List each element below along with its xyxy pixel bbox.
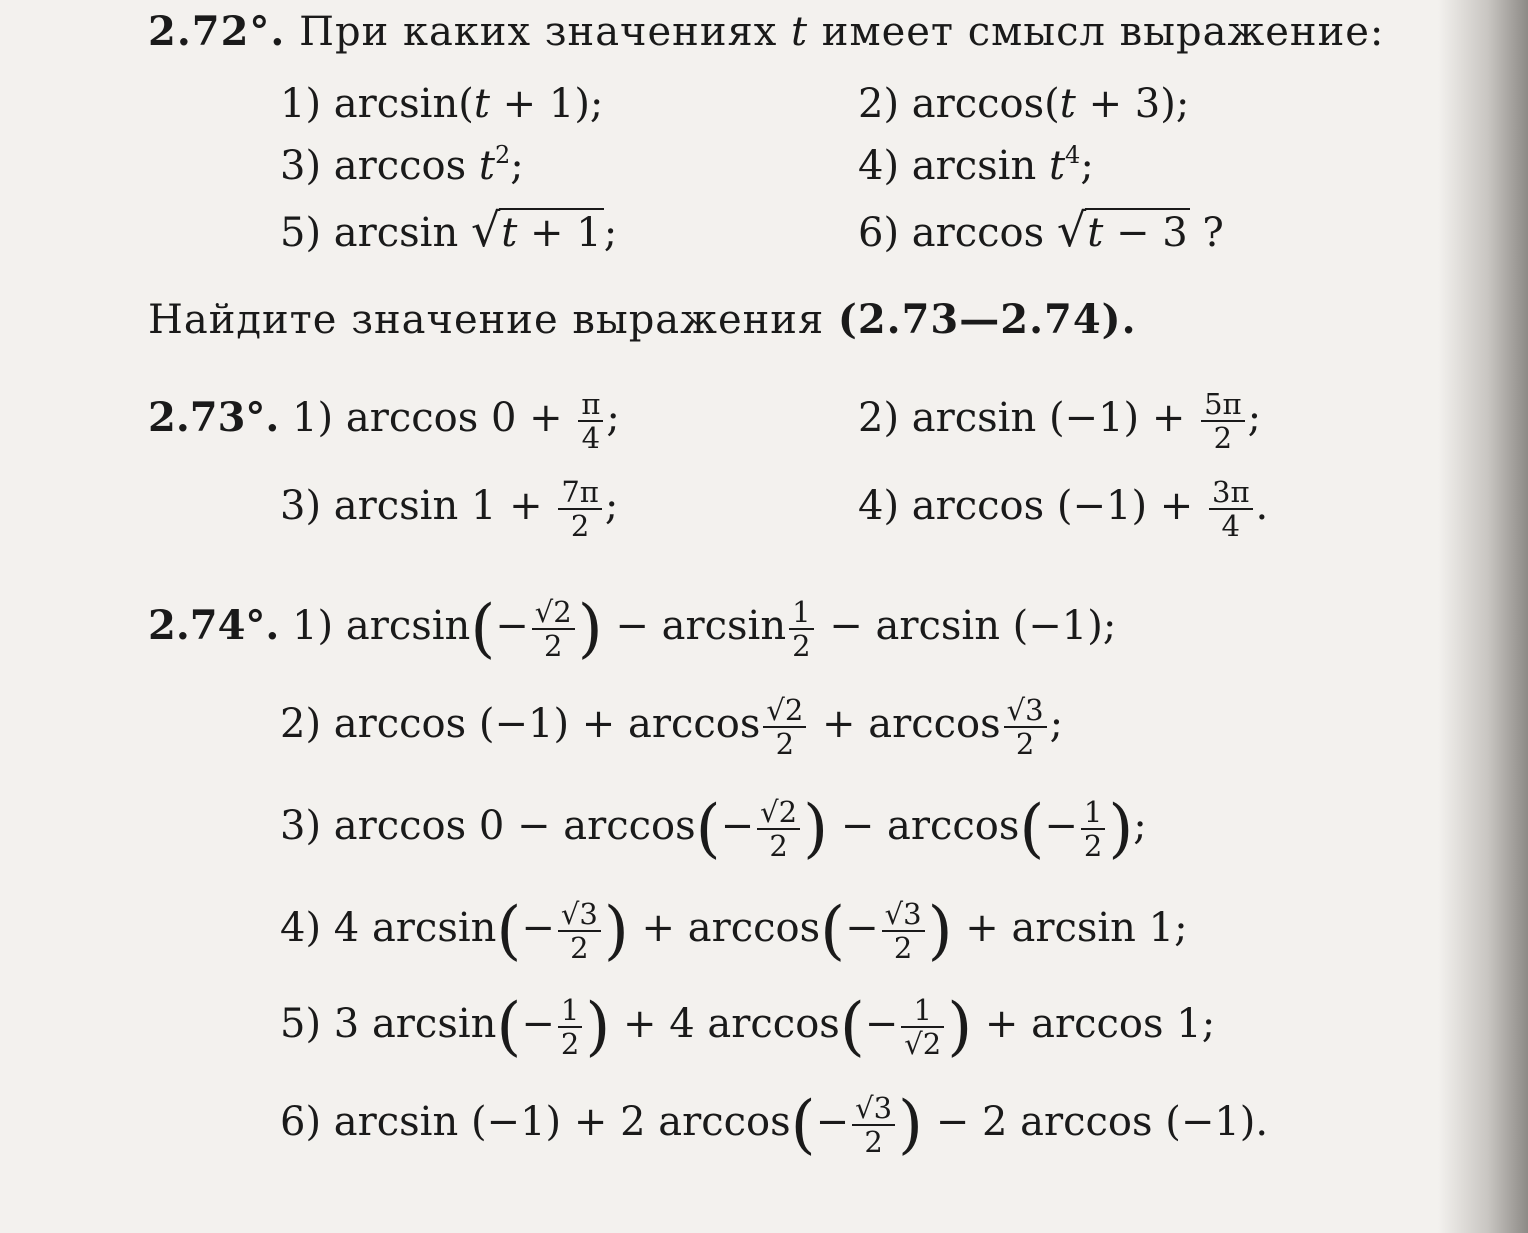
minus-sign: − [864, 1001, 899, 1047]
expression: + arccos [822, 701, 1001, 747]
item-number: 1) [292, 603, 334, 649]
left-paren: ( [496, 990, 522, 1064]
item-2-74-2 [280, 694, 1063, 760]
sqrt-expression [470, 203, 604, 257]
item-2-74-6 [280, 1088, 1269, 1162]
item-number: 2) [280, 701, 322, 747]
item-number: 3) [280, 143, 322, 189]
item-number: 3) [280, 803, 322, 849]
function-name: arcsin [333, 210, 459, 256]
expression: − 2 arccos (−1). [935, 1099, 1269, 1145]
numerator: 1 [1081, 796, 1105, 830]
right-paren: ) [577, 592, 603, 666]
expression: − arcsin [615, 603, 787, 649]
numerator: √2 [763, 694, 806, 728]
variable: t [1059, 81, 1076, 127]
fraction [1004, 694, 1047, 760]
item-2-72-3 [280, 142, 524, 190]
item-number: 4) [280, 905, 322, 951]
sqrt-expression [1056, 203, 1190, 257]
denominator: 2 [769, 829, 788, 863]
expression: arcsin (−1) + 2 arccos [333, 1099, 791, 1145]
expression-rest: + 3); [1075, 81, 1190, 127]
left-paren: ( [470, 592, 496, 666]
fraction [852, 1092, 895, 1158]
variable: t [473, 81, 490, 127]
left-paren: ( [839, 990, 865, 1064]
radicand: 3 [903, 897, 922, 931]
radicand-rest: − 3 [1103, 210, 1188, 256]
item-number: 1) [280, 81, 322, 127]
exponent: 4 [1065, 140, 1081, 169]
fraction [901, 994, 944, 1060]
punctuation: ? [1189, 210, 1224, 256]
item-2-73-3 [280, 476, 618, 542]
item-2-73-1 [148, 388, 620, 454]
denominator: 2 [1213, 421, 1233, 455]
item-2-72-2 [858, 80, 1189, 128]
expression: arccos 0 − arccos [333, 803, 696, 849]
right-paren: ) [585, 990, 611, 1064]
radicand: 2 [784, 693, 804, 727]
instruction-range: (2.73—2.74). [837, 296, 1137, 343]
left-paren: ( [820, 894, 846, 968]
expression: arcsin [345, 603, 471, 649]
item-number: 5) [280, 210, 322, 256]
minus-sign: − [720, 803, 755, 849]
expression: arccos (−1) + [911, 483, 1194, 529]
paren: ( [1044, 81, 1060, 127]
numerator: √3 [558, 898, 601, 932]
left-paren: ( [790, 1088, 816, 1162]
minus-sign: − [1044, 803, 1078, 849]
denominator: 2 [792, 629, 811, 663]
numerator: 5π [1201, 388, 1245, 422]
item-number: 6) [280, 1099, 322, 1145]
fraction [558, 476, 602, 542]
item-number: 4) [858, 483, 900, 529]
item-number: 1) [292, 395, 334, 441]
minus-sign: − [521, 1001, 555, 1047]
denominator: 2 [775, 727, 795, 761]
denominator: 2 [1083, 829, 1103, 863]
right-paren: ) [947, 990, 973, 1064]
paren: ( [458, 81, 474, 127]
denominator: √2 [904, 1027, 942, 1061]
item-number: 6) [858, 210, 900, 256]
right-paren: ) [1108, 792, 1134, 866]
item-number: 5) [280, 1001, 322, 1047]
numerator: √2 [757, 796, 800, 830]
fraction [1201, 388, 1245, 454]
item-2-73-4 [858, 476, 1268, 542]
minus-sign: − [521, 905, 555, 951]
expression-rest: + 1); [489, 81, 604, 127]
fraction [789, 596, 813, 662]
radicand: 3 [873, 1091, 893, 1125]
fraction [532, 596, 575, 662]
problem-number: 2.72°. [148, 8, 286, 55]
numerator: 1 [789, 596, 813, 630]
expression: + arccos [641, 905, 821, 951]
item-2-73-2 [858, 388, 1261, 454]
expression: arcsin (−1) + [911, 395, 1186, 441]
exponent: 2 [494, 140, 511, 169]
variable: t [1048, 143, 1066, 189]
numerator: √3 [1004, 694, 1047, 728]
minus-sign: − [845, 905, 879, 951]
radicand: 3 [1025, 693, 1044, 727]
punctuation: ; [510, 143, 524, 189]
item-number: 2) [858, 81, 900, 127]
expression: − arccos [840, 803, 1020, 849]
problem-text: При каких значениях [299, 9, 778, 55]
numerator: π [578, 388, 603, 422]
fraction [757, 796, 800, 862]
page-edge-shadow [1438, 0, 1528, 1233]
expression: 3 arcsin [333, 1001, 497, 1047]
punctuation: ; [1080, 143, 1094, 189]
fraction [558, 898, 601, 964]
instruction-text: Найдите значение выражения [148, 297, 825, 343]
denominator: 2 [570, 931, 589, 965]
item-number: 2) [858, 395, 900, 441]
radicand: 3 [579, 897, 598, 931]
left-paren: ( [1019, 792, 1045, 866]
radical-sign: √ [470, 203, 501, 257]
function-name: arccos [911, 210, 1045, 256]
item-2-72-5 [280, 203, 618, 257]
numerator: 7π [558, 476, 602, 510]
right-paren: ) [603, 894, 629, 968]
function-name: arccos [333, 143, 467, 189]
denominator: 2 [1015, 727, 1035, 761]
punctuation: . [1255, 483, 1269, 529]
numerator: 1 [558, 994, 582, 1028]
punctuation: ; [604, 483, 619, 529]
minus-sign: − [815, 1099, 850, 1145]
punctuation: ; [1247, 395, 1262, 441]
punctuation: ; [1133, 803, 1147, 849]
function-name: arcsin [333, 81, 459, 127]
numerator: 3π [1209, 476, 1253, 510]
item-2-72-6 [858, 203, 1224, 257]
expression: + arcsin 1; [965, 905, 1188, 951]
item-2-74-1 [148, 592, 1117, 666]
numerator: 1 [901, 994, 944, 1028]
right-paren: ) [803, 792, 829, 866]
punctuation: ; [1049, 701, 1064, 747]
denominator: 2 [864, 1125, 883, 1159]
expression: arccos (−1) + arccos [333, 701, 761, 747]
numerator: √3 [882, 898, 925, 932]
fraction [578, 388, 603, 454]
radicand: 2 [553, 595, 572, 629]
right-paren: ) [898, 1088, 924, 1162]
item-2-72-1 [280, 80, 603, 128]
expression: 4 arcsin [333, 905, 497, 951]
denominator: 4 [1221, 509, 1240, 543]
variable: t [501, 210, 518, 256]
problem-number: 2.73°. [148, 394, 280, 441]
denominator: 2 [560, 1027, 580, 1061]
fraction [1081, 796, 1105, 862]
numerator: √2 [532, 596, 575, 630]
radicand-rest: + 1 [517, 210, 602, 256]
radical-sign: √ [1056, 203, 1087, 257]
denominator: 2 [893, 931, 913, 965]
problem-text-2: имеет смысл выражение: [821, 9, 1385, 55]
radicand [1085, 208, 1189, 256]
item-number: 3) [280, 483, 322, 529]
expression: + arccos 1; [984, 1001, 1216, 1047]
function-name: arcsin [911, 143, 1037, 189]
variable: t [478, 143, 495, 189]
problem-number: 2.74°. [148, 602, 280, 649]
denominator: 2 [544, 629, 563, 663]
expression: arccos 0 + [345, 395, 563, 441]
numerator: √3 [852, 1092, 895, 1126]
left-paren: ( [496, 894, 522, 968]
item-2-74-5 [280, 990, 1216, 1064]
right-paren: ) [927, 894, 953, 968]
variable-t: t [791, 9, 809, 55]
item-2-72-4 [858, 142, 1094, 190]
punctuation: ; [606, 395, 620, 441]
radicand: 2 [778, 795, 798, 829]
denominator: 4 [581, 421, 601, 455]
fraction [763, 694, 806, 760]
fraction [1209, 476, 1253, 542]
variable: t [1087, 210, 1104, 256]
fraction [882, 898, 925, 964]
problem-2-72-header [148, 8, 1384, 56]
minus-sign: − [495, 603, 529, 649]
item-2-74-3 [280, 792, 1147, 866]
expression: + 4 arccos [623, 1001, 840, 1047]
item-number: 4) [858, 143, 900, 189]
expression: arcsin 1 + [333, 483, 543, 529]
function-name: arccos [911, 81, 1045, 127]
left-paren: ( [695, 792, 721, 866]
radicand: 2 [922, 1027, 942, 1061]
expression: − arcsin (−1); [829, 603, 1117, 649]
denominator: 2 [570, 509, 590, 543]
section-instruction [148, 296, 1137, 344]
radicand [499, 208, 603, 256]
punctuation: ; [603, 210, 618, 256]
fraction [558, 994, 582, 1060]
item-2-74-4 [280, 894, 1188, 968]
